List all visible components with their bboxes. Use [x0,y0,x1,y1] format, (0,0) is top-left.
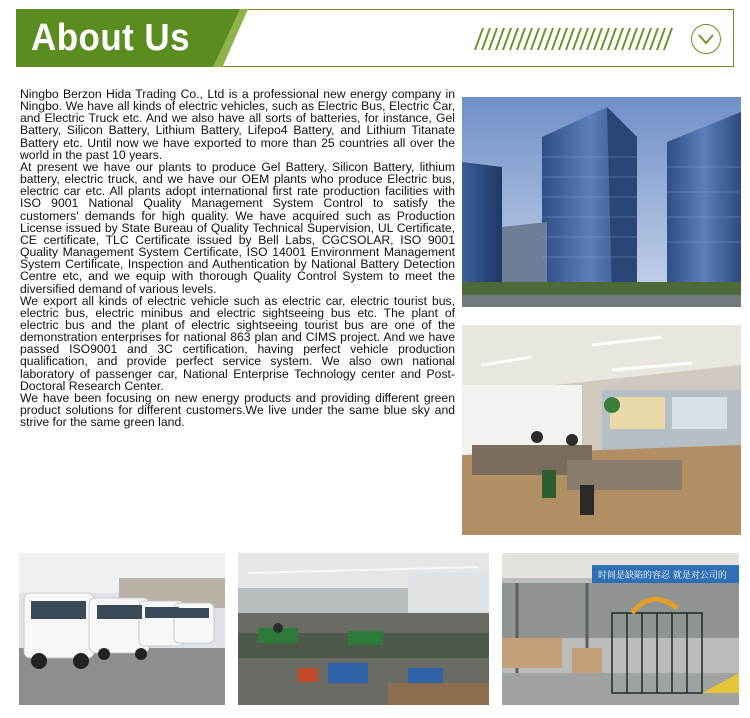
paragraph-export: We export all kinds of electric vehicle such as electric car, electric tourist bus, electric bus, electric minibus and electric sightseeing bus etc. The plant of electric bus and the plant of electric sightseeing tourist bus are one of the demonstration enterprises for national 863 plan and CIMS project. And we have passed ISO9001 and 3C certification, having perfect vehicle production qualification, and provide perfect service system. We also own national laboratory of passenger car, National Enterprise Technology center and Post-Doctoral Research Center. [20,293,455,393]
about-us-text [20,88,455,428]
slash-mark [664,28,671,50]
paragraph-intro: Ningbo Berzon Hida Trading Co., Ltd is a professional new energy company in Ningbo. We have all kinds of electric vehicles, such as Electric Bus, Electric Car, and Electric Truck etc. And we also have all sorts of batteries, for instance, Gel Battery, Silicon Battery, Lithium Battery, Lifepo4 Battery, and Lithium Titanate Battery etc. Until now we have exported to more than 25 countries all over the world in the past 10 years. [20,87,455,162]
office-building-photo [462,97,741,307]
assembly-workshop-photo [238,553,489,705]
header-slash-decoration [475,28,697,50]
factory-sign-text: 时间是缺陷的容忍 就是对公司的 [598,571,727,581]
about-us-header [16,9,734,67]
chevron-down-icon[interactable] [691,24,721,54]
paragraph-plants: At present we have our plants to produce Gel Battery, Silicon Battery, lithium battery, electric truck, and we have our OEM plants who produce Electric bus, electric car etc. All plants adopt international first rate production facilities with ISO 9001 National Quality Management System Control to satisfy the customers' demands for high quality. We have acquired such as Production License issued by State Bureau of Quality Technical Supervision, UL Certificate, CE certificate, TLC Certificate issued by Bell Labs, CGCSOLAR, ISO 9001 Quality Management System Certificate, ISO 14001 Environment Management System Certificate, Inspection and Authentication by National Battery Detection Centre etc, and we equip with thorough Quality Control System to meet the diversified demand of various levels. [20,159,455,296]
factory-floor-photo [502,553,739,705]
electric-vans-photo [19,553,225,705]
paragraph-green: We have been focusing on new energy products and providing different green product solutions for different customers.We live under the same blue sky and strive for the same green land. [20,390,455,430]
page-title: About Us [31,17,191,59]
office-interior-photo [462,325,741,535]
